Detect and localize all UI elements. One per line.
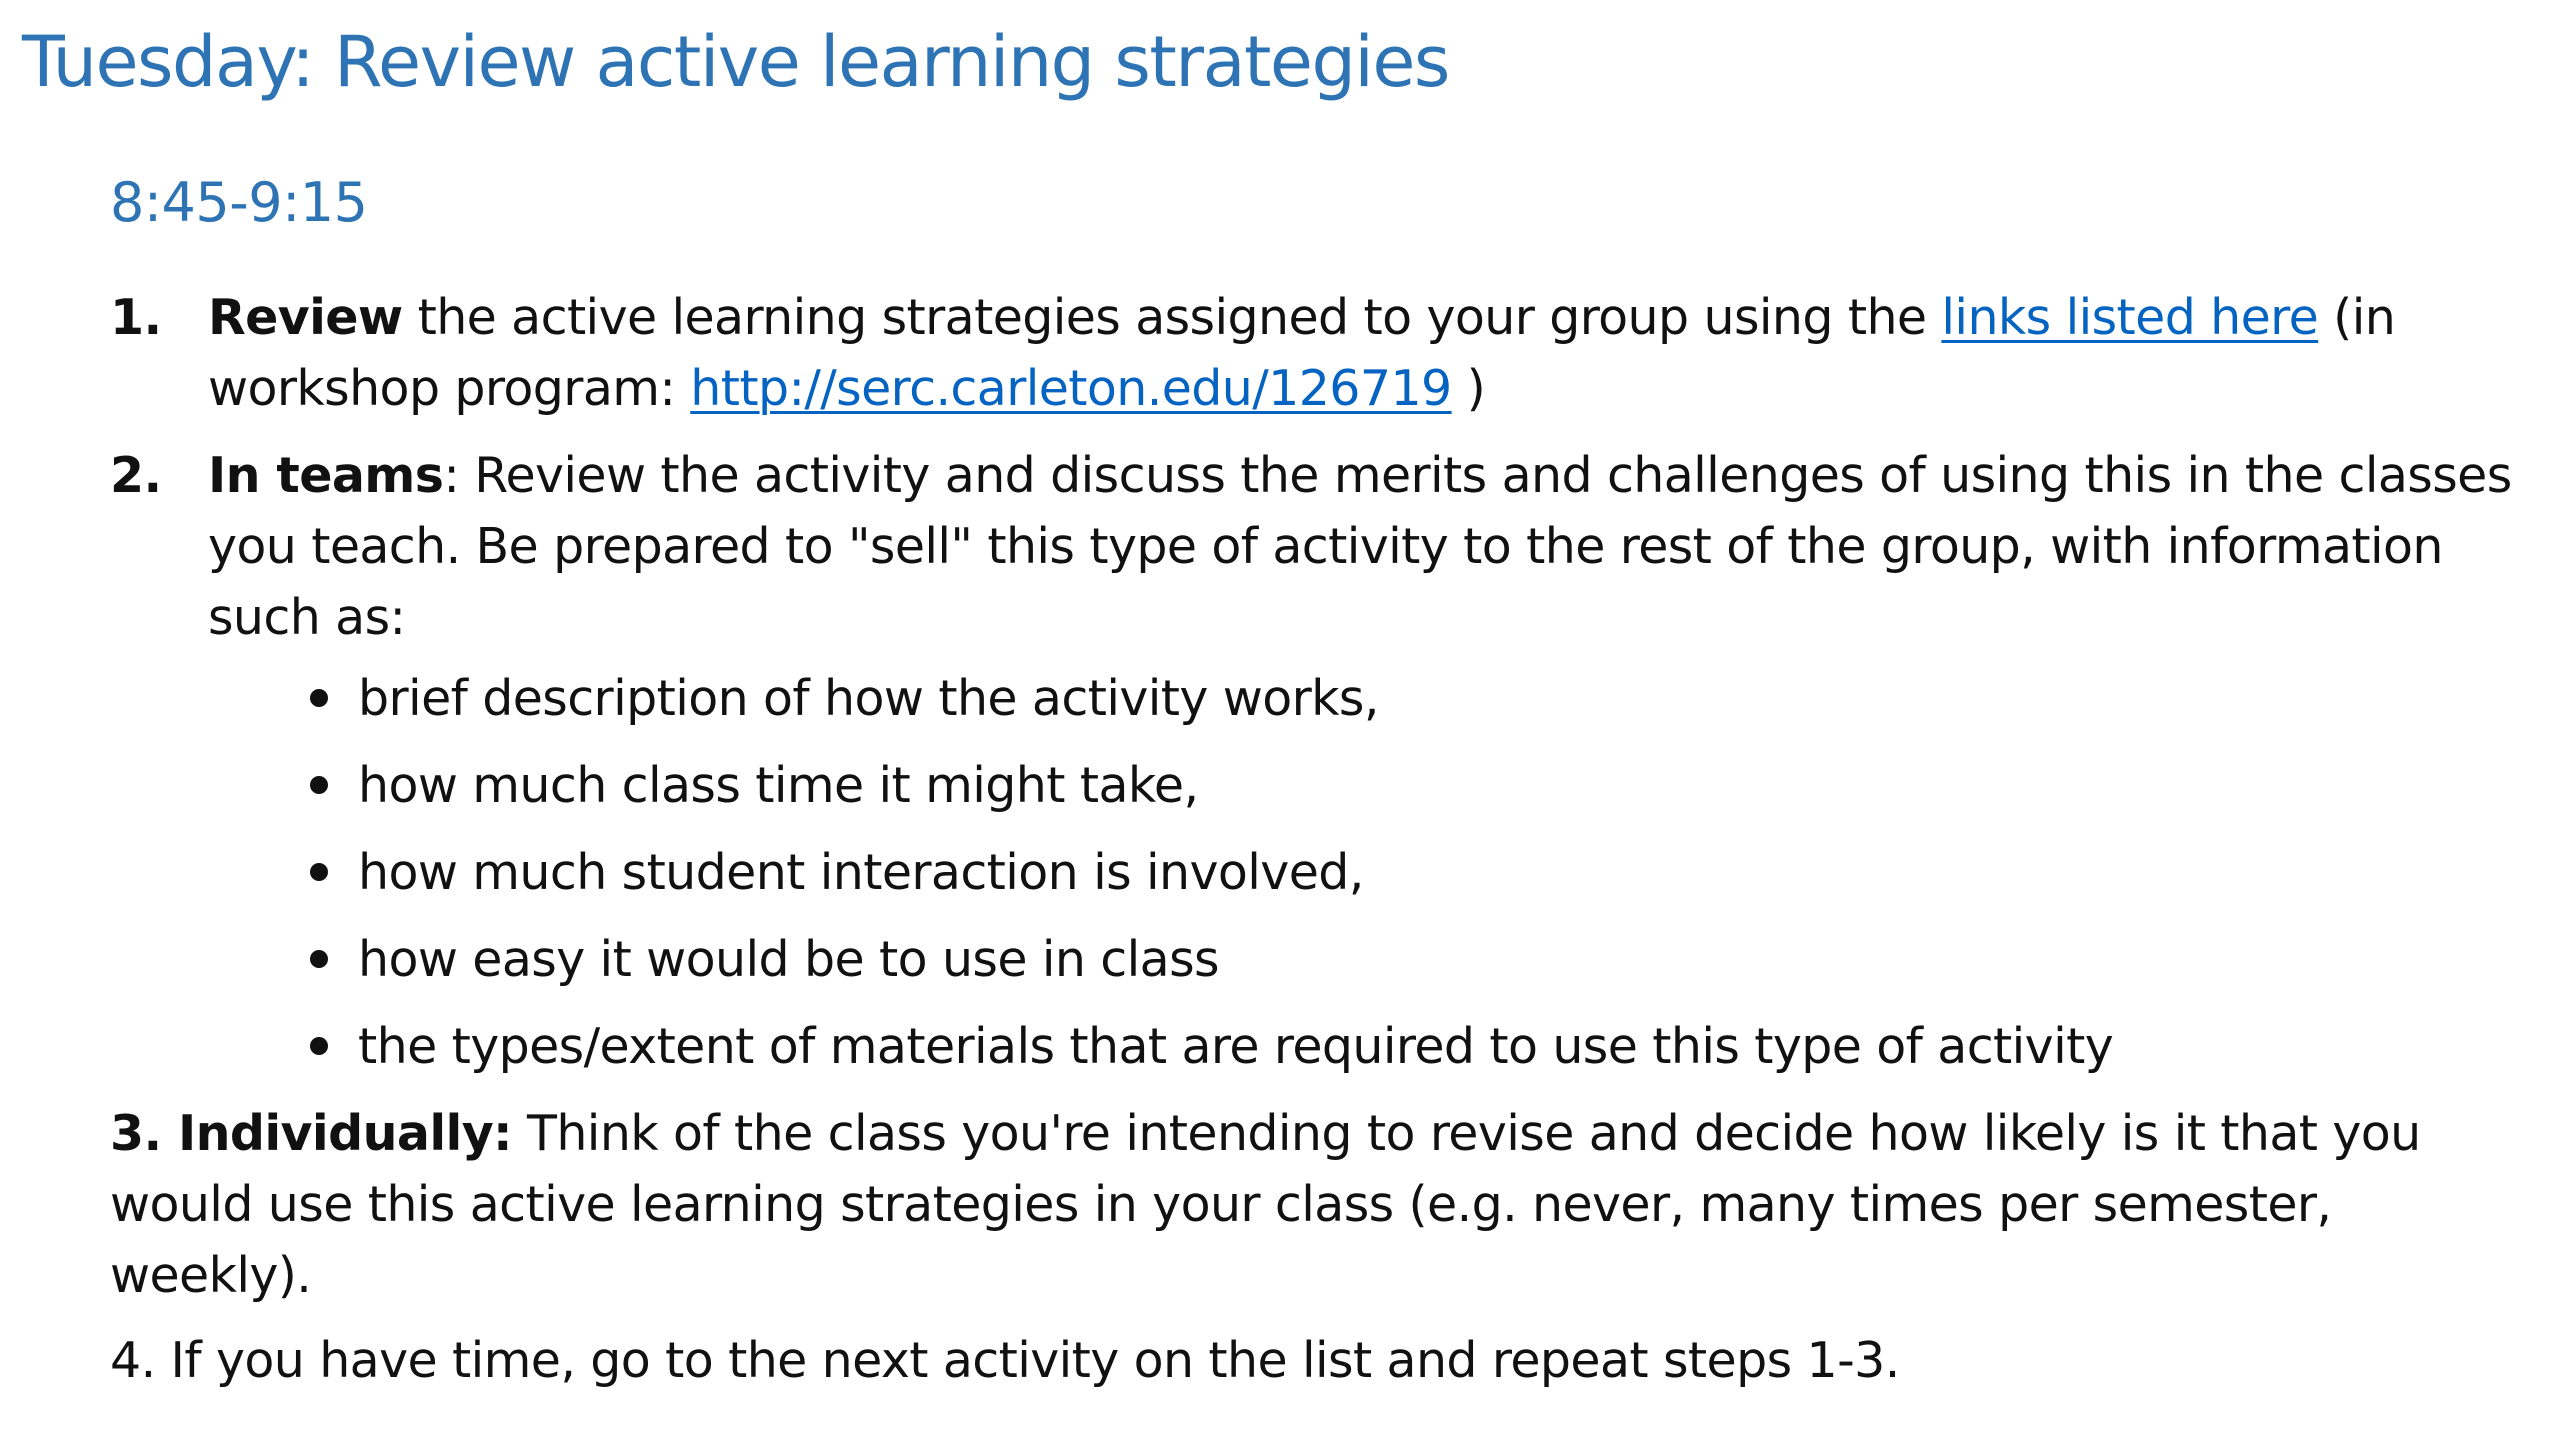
step-1-bold: Review xyxy=(208,289,403,346)
step-1-text-c: ) xyxy=(1451,360,1486,417)
links-listed-here-link[interactable]: links listed here xyxy=(1941,289,2319,346)
step-3-bold: 3. Individually: xyxy=(110,1105,513,1162)
bullet-text: brief description of how the activity works, xyxy=(358,670,1379,727)
step-1-text-b: (in workshop program: xyxy=(208,289,2396,417)
step-2 xyxy=(110,440,2530,1082)
list-item xyxy=(310,924,2530,995)
step-3-text: Think of the class you're intending to revise and decide how likely is it that you would use this active learning strategies in your class (e.g. never, many times per semester, weekly). xyxy=(110,1105,2421,1304)
list-item xyxy=(310,663,2530,734)
step-1 xyxy=(110,282,2530,424)
time-range: 8:45-9:15 xyxy=(110,171,368,234)
step-2-bullet-list xyxy=(208,663,2530,1082)
step-3 xyxy=(110,1098,2530,1311)
bullet-text: how much class time it might take, xyxy=(358,757,1199,814)
bullet-icon xyxy=(310,950,328,968)
step-2-number: 2. xyxy=(110,447,162,504)
bullet-icon xyxy=(310,1037,328,1055)
workshop-program-link[interactable]: http://serc.carleton.edu/126719 xyxy=(690,360,1452,417)
bullet-text: how much student interaction is involved, xyxy=(358,844,1364,901)
bullet-icon xyxy=(310,689,328,707)
bullet-text: how easy it would be to use in class xyxy=(358,931,1219,988)
step-2-bold: In teams xyxy=(208,447,444,504)
list-item xyxy=(310,837,2530,908)
step-1-text-a: the active learning strategies assigned to your group using the xyxy=(402,289,1942,346)
step-2-text: : Review the activity and discuss the merits and challenges of using this in the classes you teach. Be prepared to "sell" this type of activity to the rest of the group, with information such as: xyxy=(208,447,2512,646)
bullet-text: the types/extent of materials that are required to use this type of activity xyxy=(358,1018,2114,1075)
instructions xyxy=(110,282,2530,1410)
step-4 xyxy=(110,1325,2530,1396)
bullet-icon xyxy=(310,863,328,881)
list-item xyxy=(310,1011,2530,1082)
list-item xyxy=(310,750,2530,821)
bullet-icon xyxy=(310,776,328,794)
step-1-number: 1. xyxy=(110,289,162,346)
page-title: Tuesday: Review active learning strategies xyxy=(22,21,1449,103)
step-4-text: 4. If you have time, go to the next activity on the list and repeat steps 1-3. xyxy=(110,1332,1900,1389)
